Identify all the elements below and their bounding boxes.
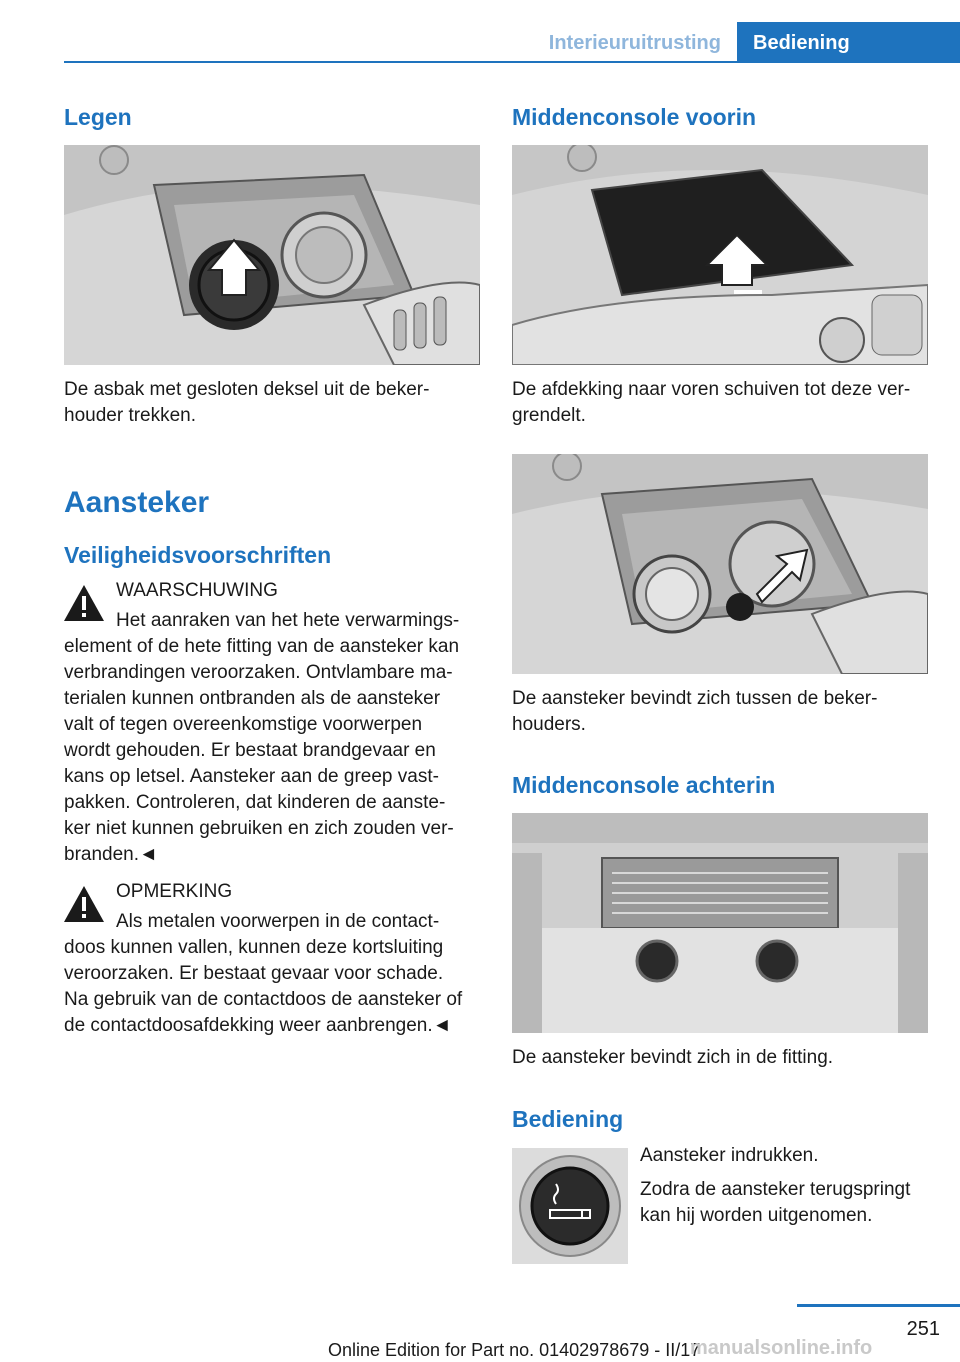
legen-text-line: De asbak met gesloten deksel uit de beker- bbox=[64, 379, 430, 400]
safety-heading: Veiligheidsvoorschriften bbox=[64, 542, 332, 568]
header-section-tab[interactable]: Interieuruitrusting bbox=[548, 32, 721, 54]
front-text-line: grendelt. bbox=[512, 405, 586, 426]
warning-line: terialen kunnen ontbranden als de aansteker bbox=[64, 688, 441, 709]
front-text-line: De afdekking naar voren schuiven tot deze ver- bbox=[512, 379, 911, 400]
legen-text bbox=[64, 377, 484, 429]
warning-line: ker niet kunnen gebruiken en zich zouden ver- bbox=[64, 818, 454, 839]
operation-line: kan hij worden uitgenomen. bbox=[640, 1205, 873, 1226]
rear-console-text: De aansteker bevindt zich in de fitting. bbox=[512, 1047, 834, 1068]
notice-line: veroorzaken. Er bestaat gevaar voor schade. bbox=[64, 963, 444, 984]
lighter-location-text bbox=[512, 686, 942, 738]
notice-body bbox=[64, 935, 484, 1039]
legen-text-line: houder trekken. bbox=[64, 405, 197, 426]
notice-line: doos kunnen vallen, kunnen deze kortsluiting bbox=[64, 937, 444, 958]
legen-heading: Legen bbox=[64, 104, 132, 130]
aansteker-heading: Aansteker bbox=[64, 486, 210, 519]
warning-line-first: Het aanraken van het hete verwarmings- bbox=[116, 610, 460, 631]
front-console-text bbox=[512, 377, 942, 429]
notice-line-first: Als metalen voorwerpen in de contact- bbox=[116, 911, 440, 932]
ashtray-image bbox=[64, 145, 480, 365]
warning-line: verbrandingen veroorzaken. Ontvlambare ma- bbox=[64, 662, 453, 683]
front-text-line: houders. bbox=[512, 714, 586, 735]
front-console-cover-image bbox=[512, 145, 928, 365]
warning-line: wordt gehouden. Er bestaat brandgevaar en bbox=[64, 740, 436, 761]
operation-line: Aansteker indrukken. bbox=[640, 1145, 819, 1166]
operation-text bbox=[640, 1143, 940, 1229]
warning-line: pakken. Controleren, dat kinderen de aanste- bbox=[64, 792, 446, 813]
warning-line: kans op letsel. Aansteker aan de greep vast- bbox=[64, 766, 439, 787]
notice-label: OPMERKING bbox=[116, 881, 233, 902]
notice-line: de contactdoosafdekking weer aanbrengen.◄ bbox=[64, 1015, 452, 1036]
warning-label: WAARSCHUWING bbox=[116, 580, 278, 601]
warning-line: valt of tegen overeenkomstige voorwerpen bbox=[64, 714, 423, 735]
operation-line: Zodra de aansteker terugspringt bbox=[640, 1179, 911, 1200]
front-text-line: De aansteker bevindt zich tussen de beker- bbox=[512, 688, 878, 709]
front-console-heading: Middenconsole voorin bbox=[512, 104, 757, 130]
notice-icon bbox=[62, 884, 106, 929]
header-rule bbox=[64, 61, 960, 63]
footer-edition-text: Online Edition for Part no. 01402978679 - II/17 bbox=[328, 1340, 701, 1360]
warning-line: branden.◄ bbox=[64, 844, 158, 865]
notice-line: Na gebruik van de contactdoos de aansteker of bbox=[64, 989, 463, 1010]
lighter-button-image bbox=[512, 1148, 628, 1264]
warning-line: element of de hete fitting van de aansteker kan bbox=[64, 636, 460, 657]
page-number: 251 bbox=[906, 1318, 940, 1340]
header-chapter-tab[interactable]: Bediening bbox=[737, 22, 960, 62]
warning-body bbox=[64, 634, 484, 868]
lighter-location-image bbox=[512, 454, 928, 674]
operation-heading: Bediening bbox=[512, 1106, 624, 1132]
warning-icon bbox=[62, 583, 106, 628]
rear-console-heading: Middenconsole achterin bbox=[512, 772, 776, 798]
watermark: manualsonline.info bbox=[690, 1337, 873, 1359]
rear-console-image bbox=[512, 813, 928, 1033]
footer-rule bbox=[797, 1304, 960, 1307]
